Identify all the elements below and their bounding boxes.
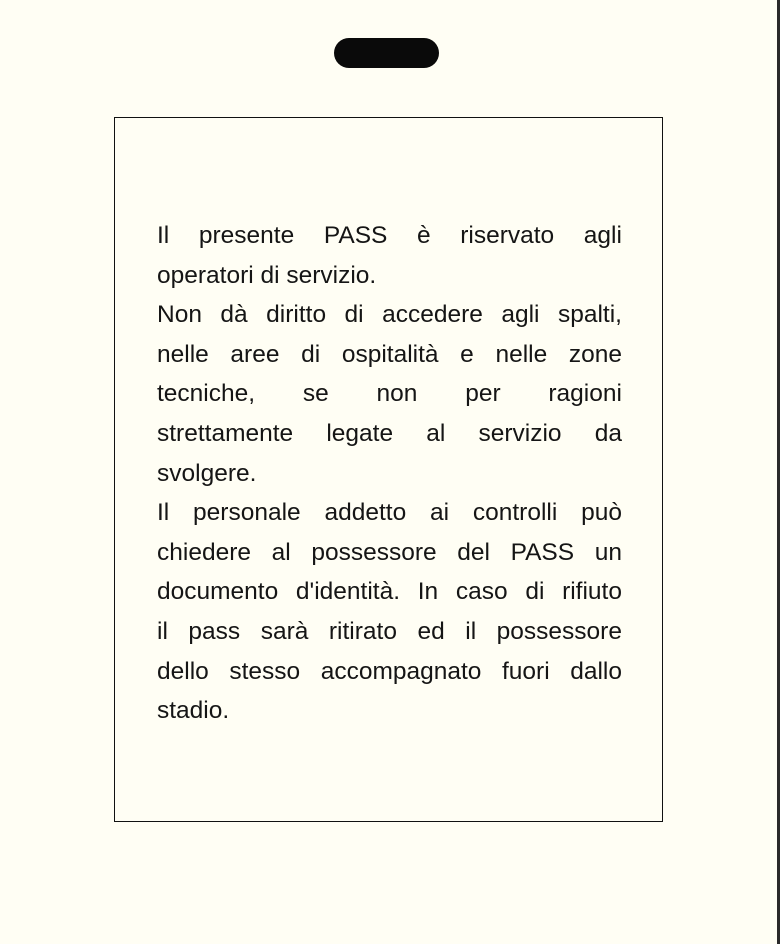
notice-line <box>157 374 622 414</box>
notice-word: tecniche, <box>157 380 256 408</box>
notice-word: nelle <box>157 340 209 368</box>
lanyard-slot <box>334 38 439 68</box>
notice-word: il <box>465 617 477 645</box>
notice-word: d'identità. <box>295 578 401 606</box>
notice-word: servizio <box>478 419 562 447</box>
notice-word: documento <box>157 578 279 606</box>
notice-line <box>157 652 622 692</box>
notice-word: Il <box>157 222 170 249</box>
notice-line: stadio. <box>157 697 230 725</box>
notice-line <box>157 612 622 652</box>
notice-word: diritto <box>266 301 327 329</box>
notice-word: nelle <box>495 340 548 368</box>
notice-word: Non <box>157 301 202 329</box>
notice-word: PASS <box>510 538 575 566</box>
notice-word: al <box>426 419 446 447</box>
notice-word: addetto <box>324 499 407 527</box>
notice-word: caso <box>455 578 508 606</box>
notice-word: un <box>594 538 622 566</box>
notice-word: stesso <box>229 657 301 685</box>
notice-word: è <box>416 222 431 249</box>
notice-word: agli <box>583 222 622 249</box>
notice-word: zone <box>568 340 622 368</box>
notice-word: presente <box>198 222 295 249</box>
notice-word: dallo <box>570 657 622 685</box>
notice-word: per <box>465 380 501 408</box>
notice-word: riservato <box>460 222 555 249</box>
notice-line: svolgere. <box>157 459 257 487</box>
notice-word: se <box>302 380 329 408</box>
notice-word: da <box>594 419 622 447</box>
notice-word: agli <box>501 301 540 329</box>
notice-word: In <box>417 578 439 606</box>
notice-word: il <box>157 617 168 645</box>
notice-line <box>157 533 622 573</box>
notice-word: al <box>271 538 291 566</box>
notice-word: aree <box>230 340 280 368</box>
notice-word: accompagnato <box>320 657 482 685</box>
notice-word: di <box>301 340 321 368</box>
notice-word: PASS <box>323 222 388 249</box>
notice-word: ai <box>430 499 450 527</box>
notice-word: sarà <box>260 617 309 645</box>
notice-word: legate <box>326 419 394 447</box>
notice-word: Il <box>157 499 170 527</box>
notice-line <box>157 414 622 454</box>
notice-word: e <box>460 340 474 368</box>
notice-line <box>157 572 622 612</box>
notice-line <box>157 493 622 533</box>
notice-word: possessore <box>311 538 437 566</box>
notice-word: non <box>376 380 418 408</box>
notice-word: del <box>457 538 490 566</box>
notice-word: ospitalità <box>341 340 439 368</box>
notice-word: controlli <box>472 499 558 527</box>
notice-word: di <box>525 578 545 606</box>
notice-word: ritirato <box>328 617 397 645</box>
notice-word: spalti, <box>557 301 622 329</box>
notice-word: rifiuto <box>562 578 622 606</box>
notice-word: ragioni <box>548 380 622 408</box>
notice-word: strettamente <box>157 419 294 447</box>
notice-word: dà <box>220 301 248 329</box>
notice-word: personale <box>193 499 301 527</box>
notice-line <box>157 216 622 256</box>
notice-word: fuori <box>502 657 550 685</box>
notice-word: possessore <box>496 617 622 645</box>
pass-notice-text <box>157 216 622 731</box>
notice-line: operatori di servizio. <box>157 261 377 289</box>
notice-word: pass <box>188 617 241 645</box>
notice-line <box>157 295 622 335</box>
notice-word: può <box>581 499 622 527</box>
notice-word: ed <box>417 617 445 645</box>
notice-line <box>157 335 622 375</box>
notice-word: chiedere <box>157 538 251 566</box>
notice-word: accedere <box>382 301 483 329</box>
notice-word: dello <box>157 657 209 685</box>
notice-word: di <box>344 301 364 329</box>
